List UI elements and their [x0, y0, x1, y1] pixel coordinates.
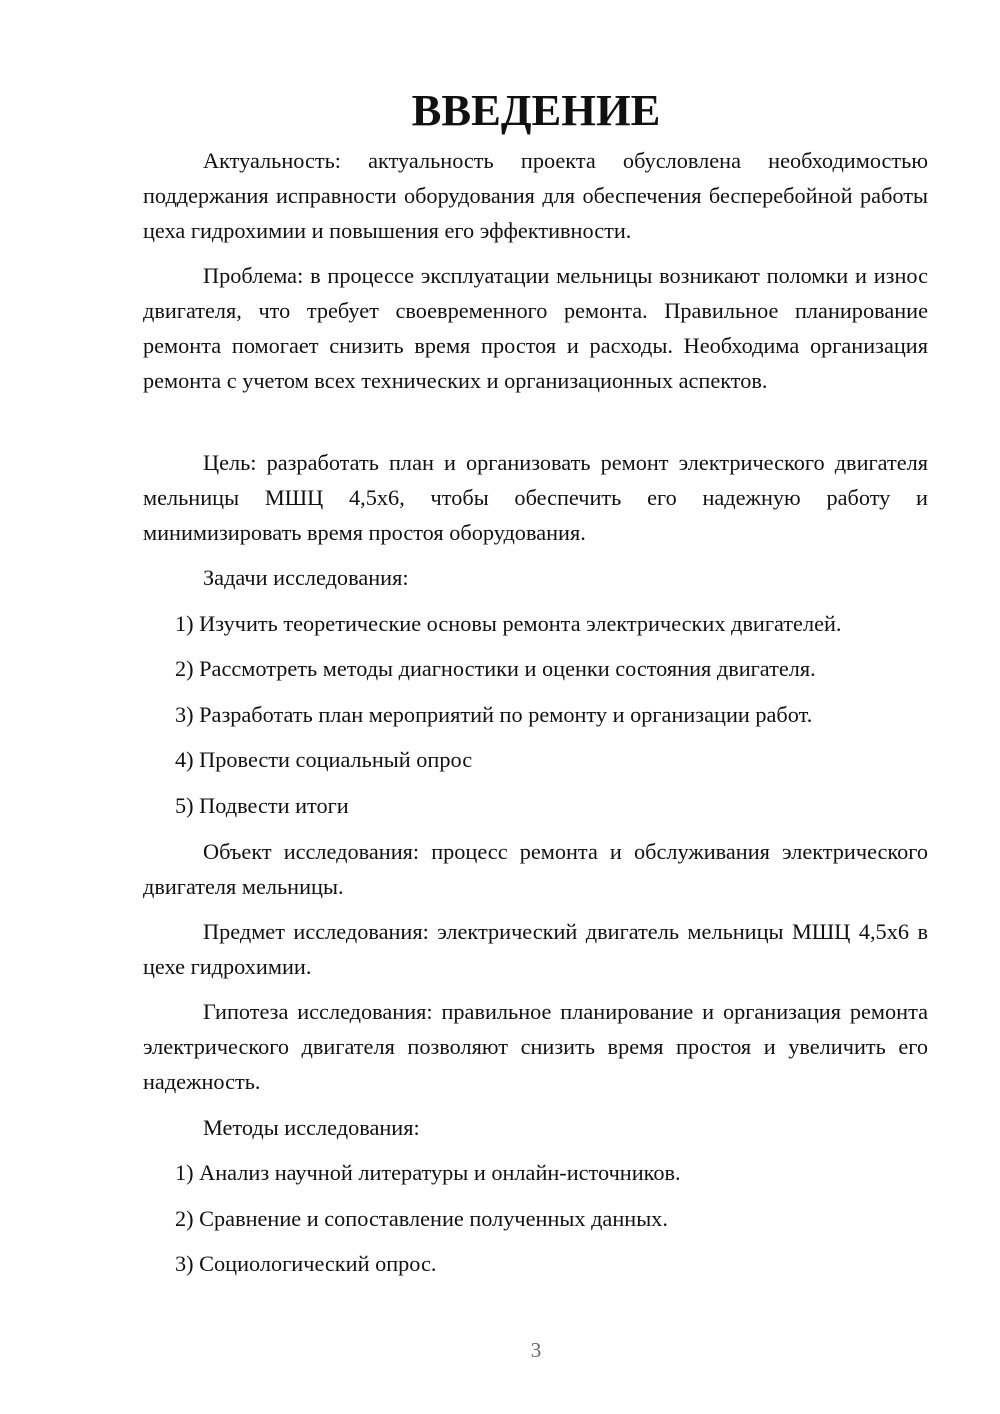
- relevance-paragraph: Актуальность: актуальность проекта обусловлена необходимостью поддержания исправности оборудования для обеспечения бесперебойной работы цеха гидрохимии и повышения его эффективности.: [143, 148, 928, 243]
- list-item: 4) Провести социальный опрос: [175, 747, 473, 772]
- list-item: 3) Социологический опрос.: [175, 1251, 437, 1276]
- list-item: 2) Рассмотреть методы диагностики и оценки состояния двигателя.: [175, 656, 816, 681]
- list-item: 3) Разработать план мероприятий по ремонту и организации работ.: [175, 702, 813, 727]
- tasks-heading: Задачи исследования:: [203, 565, 409, 590]
- list-item: 5) Подвести итоги: [175, 793, 349, 818]
- object-paragraph: Объект исследования: процесс ремонта и обслуживания электрического двигателя мельницы.: [143, 839, 928, 899]
- page-number: 3: [530, 1338, 542, 1362]
- list-item: 1) Анализ научной литературы и онлайн-источников.: [175, 1160, 681, 1185]
- problem-paragraph: Проблема: в процессе эксплуатации мельницы возникают поломки и износ двигателя, что требует своевременного ремонта. Правильное планирование ремонта помогает снизить время простоя и расходы. Необходима организация ремонта с учетом всех технических и организационных аспектов.: [143, 263, 928, 393]
- list-item: 2) Сравнение и сопоставление полученных данных.: [175, 1206, 668, 1231]
- page-title: ВВЕДЕНИЕ: [411, 85, 661, 135]
- subject-paragraph: Предмет исследования: электрический двигатель мельницы МШЦ 4,5х6 в цехе гидрохимии.: [143, 919, 928, 979]
- goal-paragraph: Цель: разработать план и организовать ремонт электрического двигателя мельницы МШЦ 4,5х6, чтобы обеспечить его надежную работу и минимизировать время простоя оборудования.: [143, 450, 928, 545]
- list-item: 1) Изучить теоретические основы ремонта электрических двигателей.: [175, 611, 842, 636]
- hypothesis-paragraph: Гипотеза исследования: правильное планирование и организация ремонта электрического двигателя позволяют снизить время простоя и увеличить его надежность.: [143, 999, 928, 1094]
- methods-heading: Методы исследования:: [203, 1115, 420, 1140]
